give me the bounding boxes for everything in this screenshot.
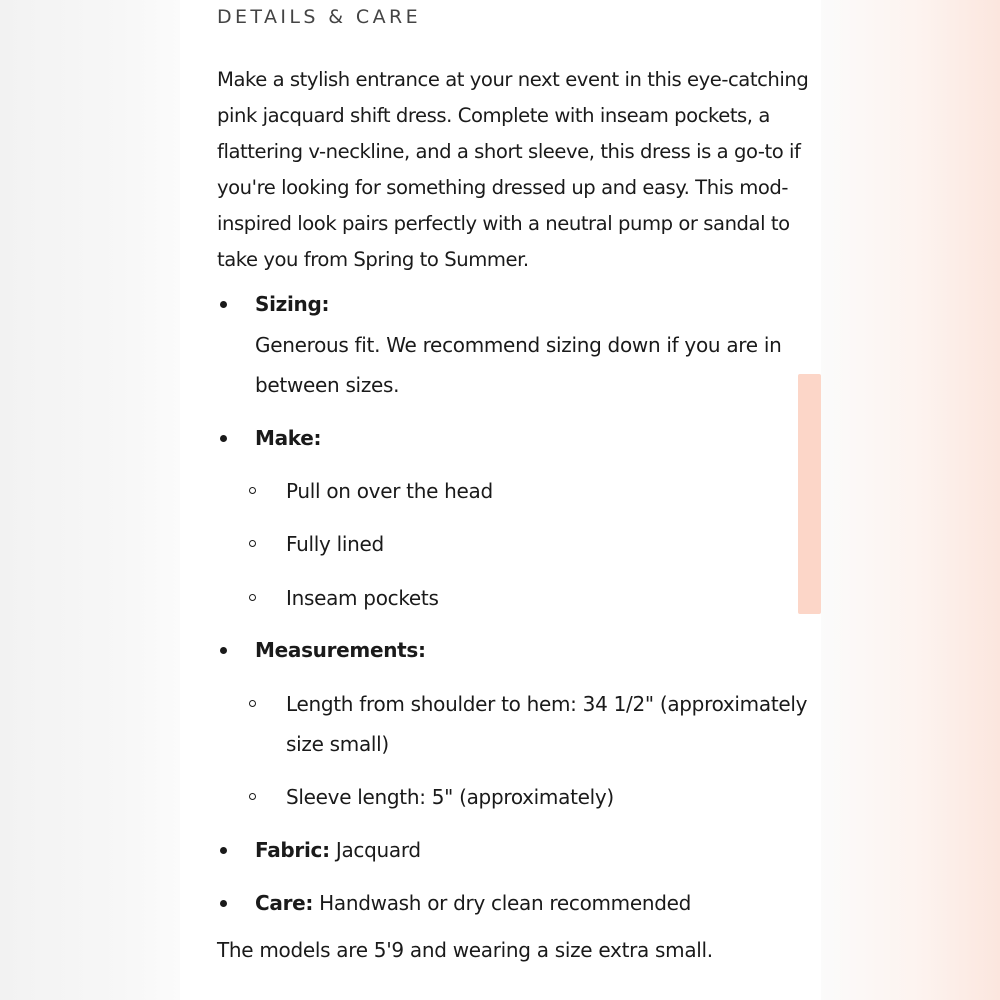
length-line2: size small) [286, 732, 389, 756]
make-item-1: Pull on over the head [286, 479, 493, 503]
sizing-text-line2: between sizes. [255, 373, 400, 397]
make-item-3: Inseam pockets [286, 586, 439, 610]
sub-bullet [249, 540, 256, 547]
models-note: The models are 5'9 and wearing a size extra small. [217, 938, 713, 962]
fabric-line [255, 838, 421, 862]
sizing-text-line1: Generous fit. We recommend sizing down if you are in [255, 333, 782, 357]
sizing-label: Sizing: [255, 292, 330, 316]
sub-bullet [249, 594, 256, 601]
bullet-measurements [220, 647, 227, 654]
sub-bullet [249, 793, 256, 800]
sub-bullet [249, 487, 256, 494]
bullet-make [220, 435, 227, 442]
bullet-sizing [220, 301, 227, 308]
sub-bullet [249, 700, 256, 707]
length-line1: Length from shoulder to hem: 34 1/2" (approximately [286, 692, 808, 716]
care-label: Care: [255, 891, 314, 915]
bullet-fabric [220, 847, 227, 854]
fabric-label: Fabric: [255, 838, 330, 862]
care-line [255, 891, 691, 915]
bullet-care [220, 900, 227, 907]
fabric-value: Jacquard [335, 838, 421, 862]
make-item-2: Fully lined [286, 532, 384, 556]
sleeve-length: Sleeve length: 5" (approximately) [286, 785, 614, 809]
product-description: Make a stylish entrance at your next event in this eye-catching pink jacquard shift dress. Complete with inseam pockets, a flattering v-neckline, and a short sleeve, this dress is a go-to if you're looking for something dressed up and easy. This mod-inspired look pairs perfectly with a neutral pump or sandal to take you from Spring to Summer. [217, 68, 809, 271]
care-value: Handwash or dry clean recommended [319, 891, 692, 915]
make-label: Make: [255, 426, 322, 450]
measurements-label: Measurements: [255, 638, 426, 662]
scrollbar-thumb[interactable] [798, 374, 821, 614]
section-heading: DETAILS & CARE [217, 6, 421, 28]
